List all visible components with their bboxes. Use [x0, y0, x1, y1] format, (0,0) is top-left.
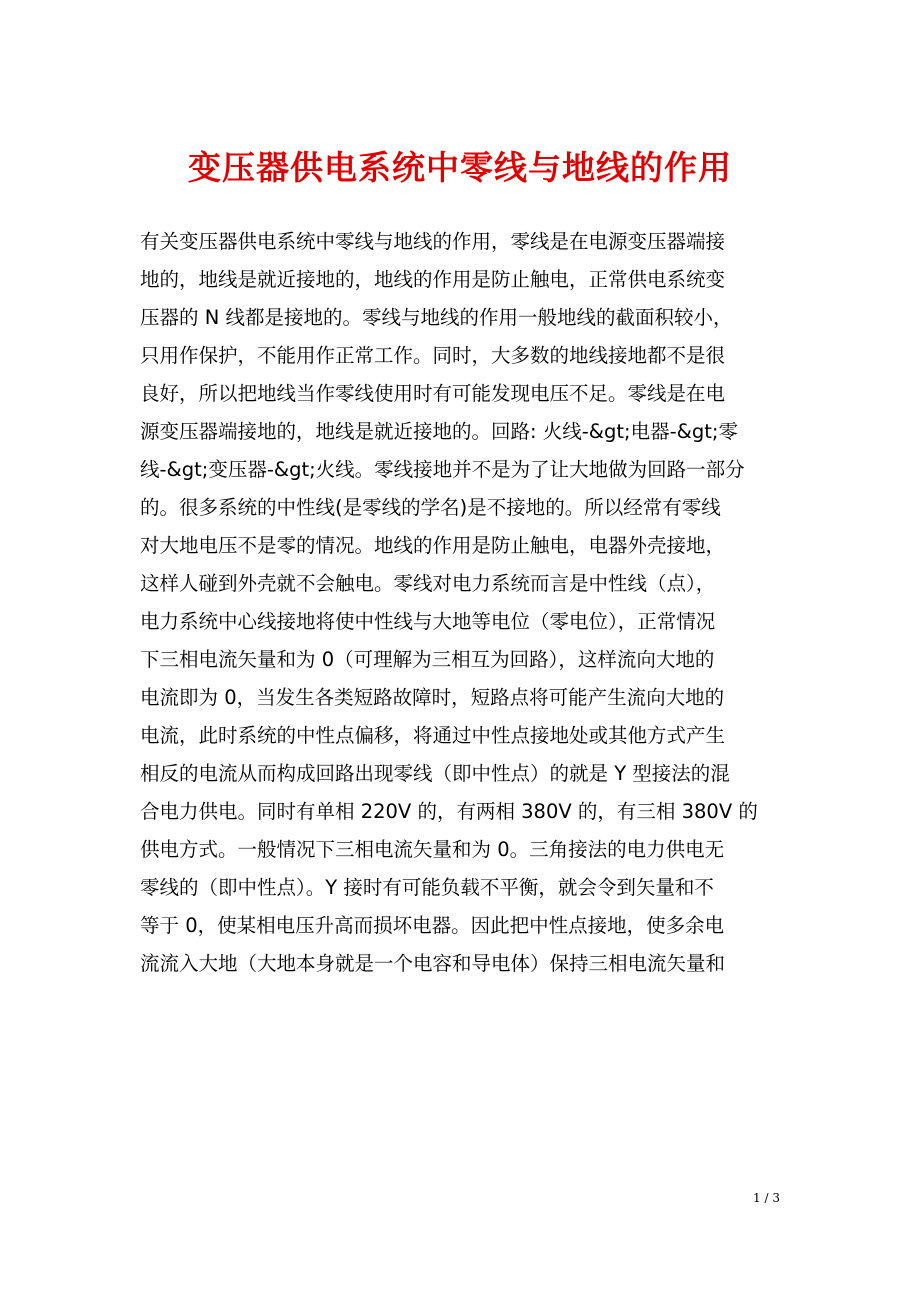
- text-line: 源变压器端接地的，地线是就近接地的。回路: 火线-&gt;电器-&gt;零: [140, 420, 738, 443]
- text-line: 流流入大地（大地本身就是一个电容和导电体）保持三相电流矢量和: [140, 952, 726, 975]
- text-line: 供电方式。一般情况下三相电流矢量和为 0。三角接法的电力供电无: [140, 838, 725, 861]
- text-line: 的。很多系统的中性线(是零线的学名)是不接地的。所以经常有零线: [140, 496, 721, 519]
- document-title: 变压器供电系统中零线与地线的作用: [188, 148, 732, 187]
- text-line: 良好，所以把地线当作零线使用时有可能发现电压不足。零线是在电: [140, 382, 726, 405]
- text-line: 电流即为 0，当发生各类短路故障时，短路点将可能产生流向大地的: [140, 686, 725, 709]
- text-line: 零线的（即中性点）。Y 接时有可能负载不平衡，就会令到矢量和不: [140, 876, 714, 899]
- text-line: 只用作保护，不能用作正常工作。同时，大多数的地线接地都不是很: [140, 344, 726, 367]
- text-line: 地的，地线是就近接地的，地线的作用是防止触电，正常供电系统变: [140, 268, 726, 291]
- text-line: 压器的 N 线都是接地的。零线与地线的作用一般地线的截面积较小，: [140, 306, 733, 329]
- page-number: 1 / 3: [753, 1191, 780, 1205]
- text-line: 这样人碰到外壳就不会触电。零线对电力系统而言是中性线（点），: [140, 572, 716, 595]
- text-line: 相反的电流从而构成回路出现零线（即中性点）的就是 Y 型接法的混: [140, 762, 730, 785]
- text-line: 电力系统中心线接地将使中性线与大地等电位（零电位），正常情况: [140, 610, 716, 633]
- body-text: [140, 223, 785, 983]
- text-line: 有关变压器供电系统中零线与地线的作用，零线是在电源变压器端接: [140, 230, 726, 253]
- text-line: 线-&gt;变压器-&gt;火线。零线接地并不是为了让大地做为回路一部分: [140, 458, 745, 481]
- text-line: 下三相电流矢量和为 0（可理解为三相互为回路），这样流向大地的: [140, 648, 715, 671]
- text-line: 合电力供电。同时有单相 220V 的，有两相 380V 的，有三相 380V 的: [140, 800, 758, 823]
- text-line: 等于 0，使某相电压升高而损坏电器。因此把中性点接地，使多余电: [140, 914, 725, 937]
- text-line: 对大地电压不是零的情况。地线的作用是防止触电，电器外壳接地，: [140, 534, 726, 557]
- text-line: 电流，此时系统的中性点偏移，将通过中性点接地处或其他方式产生: [140, 724, 726, 747]
